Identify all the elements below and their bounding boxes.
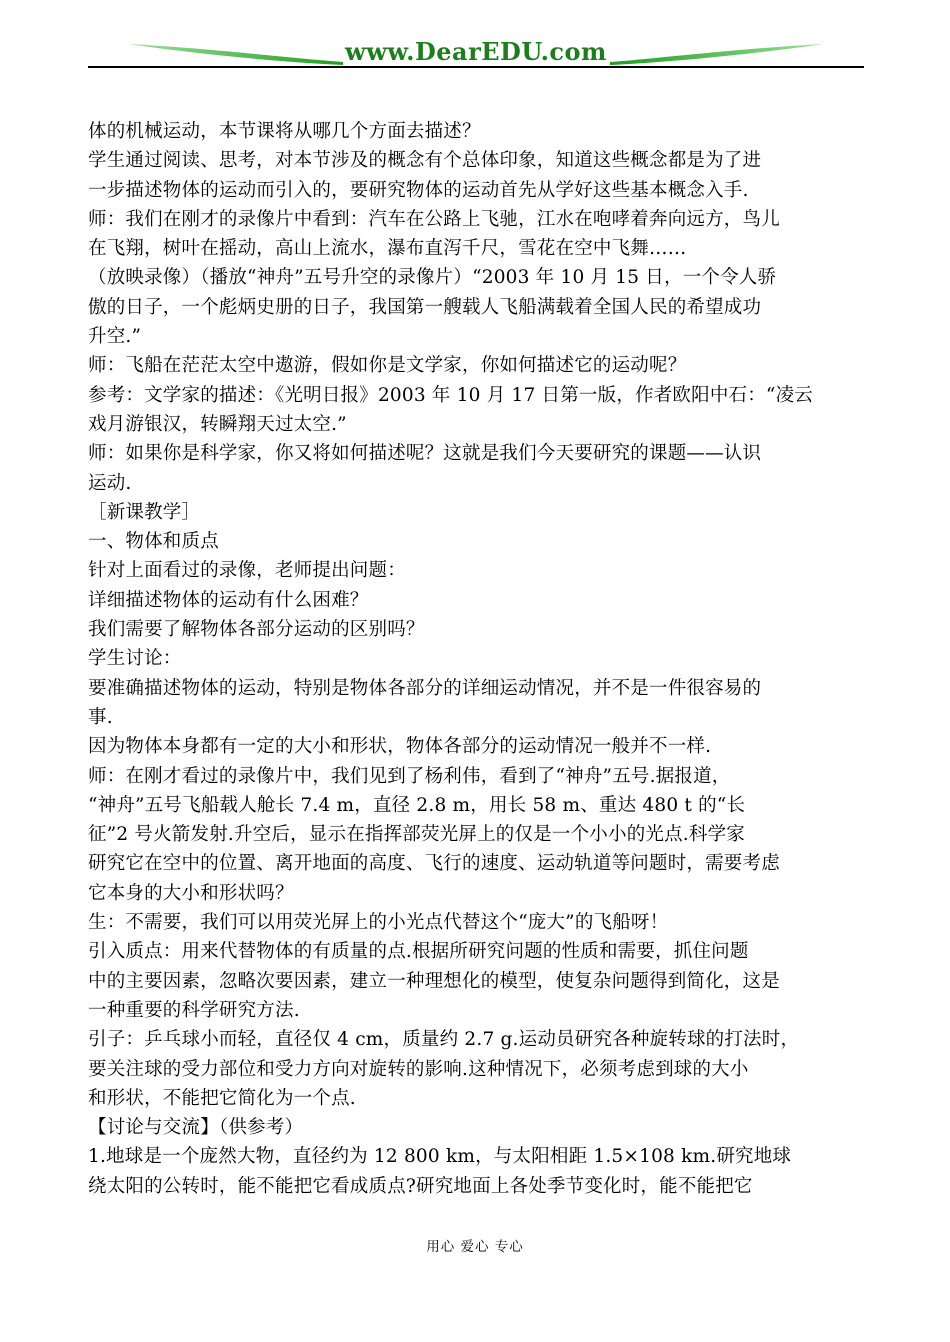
text-line: 我们需要了解物体各部分运动的区别吗？: [88, 619, 425, 641]
header-divider: [88, 66, 864, 68]
text-line: “神舟”五号飞船载人舱长 7.4 m，直径 2.8 m，用长 58 m、重达 480 t 的“长: [88, 794, 746, 816]
text-line: 1.地球是一个庞然大物，直径约为 12 800 km，与太阳相距 1.5×108 km.研究地球: [88, 1146, 792, 1168]
text-line: 生：不需要，我们可以用荧光屏上的小光点代替这个“庞大”的飞船呀！: [88, 912, 669, 934]
page-header: [88, 34, 864, 68]
text-line: 绕太阳的公转时，能不能把它看成质点?研究地面上各处季节变化时，能不能把它: [88, 1175, 753, 1197]
text-line: 针对上面看过的录像，老师提出问题：: [88, 560, 406, 582]
text-line: 戏月游银汉，转瞬翔天过太空.”: [88, 413, 347, 435]
text-line: （放映录像）（播放“神舟”五号升空的录像片）“2003 年 10 月 15 日，一个令人骄: [88, 267, 777, 289]
text-line: 要关注球的受力部位和受力方向对旋转的影响.这种情况下，必须考虑到球的大小: [88, 1058, 749, 1080]
text-line: 一、物体和质点: [88, 531, 219, 553]
document-body: [88, 117, 868, 1201]
text-line: ［新课教学］: [88, 501, 201, 523]
text-line: 详细描述物体的运动有什么困难？: [88, 589, 369, 611]
text-line: 师：我们在刚才的录像片中看到：汽车在公路上飞驰，江水在咆哮着奔向远方，鸟儿: [88, 208, 780, 230]
text-line: 事.: [88, 706, 113, 728]
text-line: 学生讨论：: [88, 648, 182, 670]
text-line: 师：飞船在茫茫太空中遨游，假如你是文学家，你如何描述它的运动呢？: [88, 355, 687, 377]
text-line: 研究它在空中的位置、离开地面的高度、飞行的速度、运动轨道等问题时，需要考虑: [88, 853, 780, 875]
text-line: 它本身的大小和形状吗？: [88, 882, 294, 904]
text-line: 运动.: [88, 472, 132, 494]
text-line: 引子：乒乓球小而轻，直径仅 4 cm，质量约 2.7 g.运动员研究各种旋转球的打法时，: [88, 1029, 800, 1051]
text-line: 征”2 号火箭发射.升空后，显示在指挥部荧光屏上的仅是一个小小的光点.科学家: [88, 824, 745, 846]
text-line: 因为物体本身都有一定的大小和形状，物体各部分的运动情况一般并不一样.: [88, 736, 712, 758]
text-line: 一种重要的科学研究方法.: [88, 999, 300, 1021]
text-line: 中的主要因素，忽略次要因素，建立一种理想化的模型，使复杂问题得到简化，这是: [88, 970, 780, 992]
text-line: 傲的日子，一个彪炳史册的日子，我国第一艘载人飞船满载着全国人民的希望成功: [88, 296, 762, 318]
text-line: 师：在刚才看过的录像片中，我们见到了杨利伟，看到了“神舟”五号.据报道，: [88, 765, 731, 787]
text-line: 【讨论与交流】（供参考）: [88, 1117, 304, 1139]
site-logo-text: www.DearEDU.com: [345, 37, 607, 66]
text-line: 师：如果你是科学家，你又将如何描述呢？这就是我们今天要研究的课题——认识: [88, 443, 762, 465]
text-line: 一步描述物体的运动而引入的，要研究物体的运动首先从学好这些基本概念入手.: [88, 179, 749, 201]
text-line: 引入质点：用来代替物体的有质量的点.根据所研究问题的性质和需要，抓住问题: [88, 941, 749, 963]
text-line: 体的机械运动，本节课将从哪几个方面去描述？: [88, 121, 481, 142]
text-line: 和形状，不能把它简化为一个点.: [88, 1087, 356, 1109]
page-footer: 用心 爱心 专心: [426, 1239, 524, 1255]
text-line: 参考：文学家的描述：《光明日报》2003 年 10 月 17 日第一版，作者欧阳中石：“凌云: [88, 384, 813, 406]
text-line: 要准确描述物体的运动，特别是物体各部分的详细运动情况，并不是一件很容易的: [88, 677, 762, 699]
text-line: 升空.”: [88, 326, 142, 348]
text-line: 在飞翔，树叶在摇动，高山上流水，瀑布直泻千尺，雪花在空中飞舞……: [88, 238, 687, 260]
text-line: 学生通过阅读、思考，对本节涉及的概念有个总体印象，知道这些概念都是为了进: [88, 150, 762, 172]
